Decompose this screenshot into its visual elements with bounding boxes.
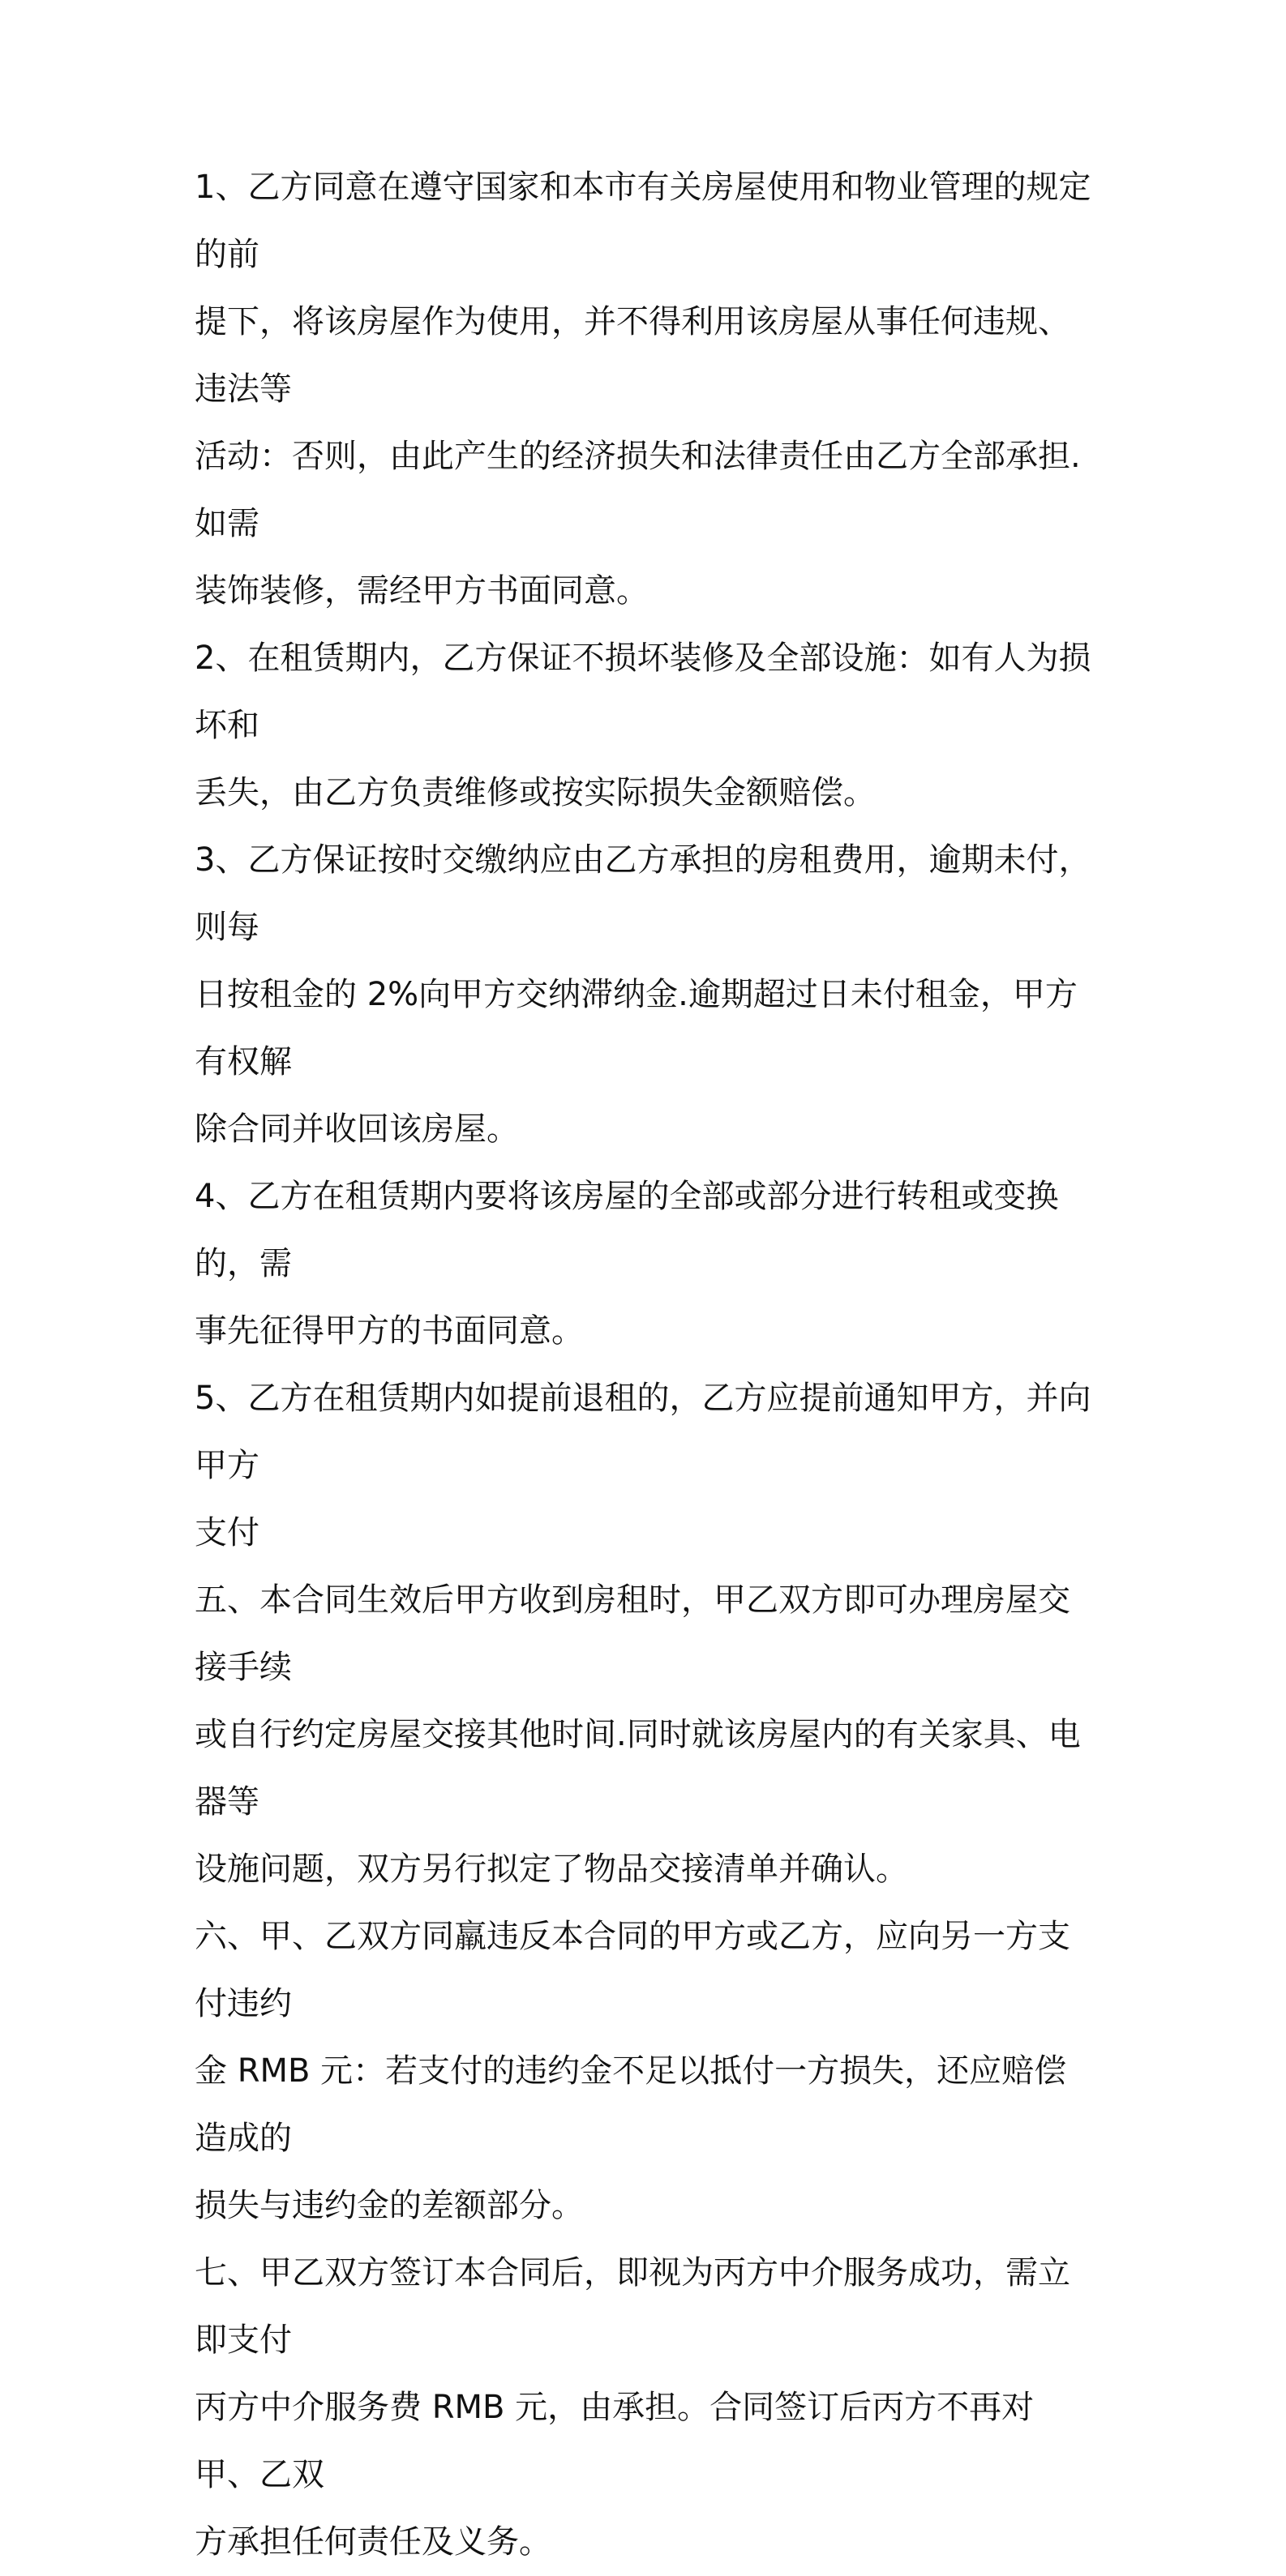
section-5: 五、本合同生效后甲方收到房租时，甲乙双方即可办理房屋交接手续 或自行约定房屋交接其他时间.同时就该房屋内的有关家具、电器等 设施问题，双方另行拟定了物品交接清单并确认。	[195, 1581, 1081, 1888]
section-6: 六、甲、乙双方同羸违反本合同的甲方或乙方，应向另一方支付违约 金 RMB 元：若支付的违约金不足以抵付一方损失，还应赔偿造成的 损失与违约金的差额部分。	[195, 1918, 1070, 2224]
clause-2: 2、在租赁期内，乙方保证不损坏装修及全部设施：如有人为损坏和 丢失，由乙方负责维修或按实际损失金额赔偿。	[195, 640, 1091, 811]
contract-body	[195, 154, 1099, 2576]
clause-1: 1、乙方同意在遵守国家和本市有关房屋使用和物业管理的规定的前 提下，将该房屋作为使用，并不得利用该房屋从事任何违规、违法等 活动：否则，由此产生的经济损失和法律责任由乙方全部承担.如需 装饰装修，需经甲方书面同意。	[195, 169, 1091, 610]
clause-3: 3、乙方保证按时交缴纳应由乙方承担的房租费用，逾期未付，则每 日按租金的 2%向甲方交纳滞纳金.逾期超过日未付租金，甲方有权解 除合同并收回该房屋。	[195, 841, 1091, 1148]
section-7: 七、甲乙双方签订本合同后，即视为丙方中介服务成功，需立即支付 丙方中介服务费 RMB 元，由承担。合同签订后丙方不再对甲、乙双 方承担任何责任及义务。	[195, 2254, 1070, 2561]
clause-5: 5、乙方在租赁期内如提前退租的，乙方应提前通知甲方，并向甲方 支付	[195, 1380, 1091, 1551]
clause-4: 4、乙方在租赁期内要将该房屋的全部或部分进行转租或变换的，需 事先征得甲方的书面同意。	[195, 1178, 1059, 1350]
